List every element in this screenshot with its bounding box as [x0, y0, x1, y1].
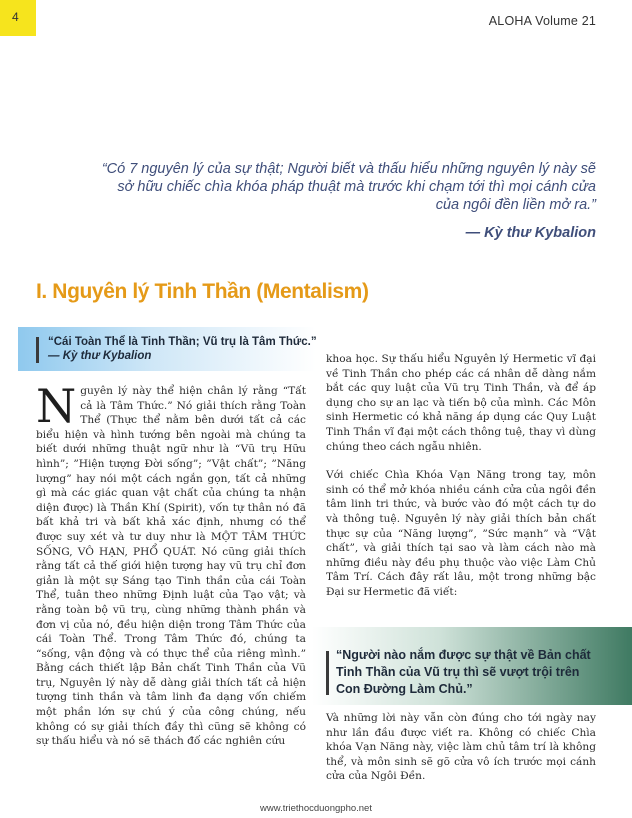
pull-quote-text: “Người nào nắm được sự thật về Bản chất Tinh Thần của Vũ trụ thì sẽ vượt trội trên Con Đường Làm Chủ.” — [336, 648, 591, 696]
body-right-column — [326, 352, 596, 614]
section-title: I. Nguyên lý Tinh Thần (Mentalism) — [36, 280, 369, 303]
dropcap: N — [36, 379, 77, 433]
quote-bar — [36, 337, 39, 363]
body-paragraph: Với chiếc Chìa Khóa Vạn Năng trong tay, môn sinh có thể mở khóa nhiều cánh cửa của ngôi đền tâm linh tri thức, và bước vào đó một cách tự do và thông tuệ. Nguyên lý này giải thích bản chất thực sự của “Năng lượng”, ”Sức mạnh” và “Vật chất”, và giải thích tại sao và làm cách nào mà những điều này đều phụ thuộc vào việc Làm Chủ Tâm Trí. Cách đây rất lâu, một trong những bậc Đại sư Hermetic đã viết: — [326, 469, 596, 598]
pull-quote-attribution: — Kỳ thư Kybalion — [48, 350, 152, 362]
pull-quote-body: “Cái Toàn Thể là Tinh Thần; Vũ trụ là Tâm Thức.” — [48, 336, 317, 348]
page-number: 4 — [0, 0, 36, 36]
epigraph-quote: “Có 7 nguyên lý của sự thật; Người biết và thấu hiểu những nguyên lý này sẽ sở hữu chiếc chìa khóa pháp thuật mà trước khi chạm tới thì mọi cánh cửa của ngôi đền liền mở ra.” — [101, 161, 596, 213]
pull-quote-master — [312, 627, 632, 705]
pull-quote-text — [48, 335, 318, 363]
running-head: ALOHA Volume 21 — [488, 14, 596, 28]
footer-url: www.triethocduongpho.net — [260, 803, 372, 814]
body-paragraph: khoa học. Sự thấu hiểu Nguyên lý Hermetic vĩ đại về Tinh Thần cho phép các cá nhân dễ dàng nắm bắt các quy luật của Vũ trụ Tinh Thần, và để áp dụng cho sự an lạc và tiến bộ của mình. Các Môn sinh Hermetic có khả năng áp dụng các Quy Luật Tinh Thần vĩ đại một cách thông tuệ, thay vì dùng chúng theo cách ngẫu nhiên. — [326, 353, 596, 453]
epigraph-attribution: — Kỳ thư Kybalion — [465, 225, 596, 241]
body-left-column — [36, 379, 306, 749]
pull-quote-kybalion — [18, 327, 316, 371]
body-paragraph: Và những lời này vẫn còn đúng cho tới ngày nay như lần đầu được viết ra. Không có chiếc Chìa khóa Vạn Năng này, việc làm chủ tâm trí là không thể, và môn sinh sẽ gõ cửa vô ích trước mọi cánh cửa của Ngôi Đền. — [326, 712, 596, 783]
body-left-text: guyên lý này thể hiện chân lý rằng “Tất cả là Tâm Thức.” Nó giải thích rằng Toàn Thể (Thực thể nằm bên dưới tất cả các biểu hiện và hình tướng bên ngoài mà chúng ta biết dưới những thuật ngữ như là “Vũ trụ Hữu hình”; ”Hiện tượng Đời sống”; ”Vật chất”; ”Năng lượng” hay nói một cách ngắn gọn, tất cả những gì mà các giác quan vật chất của chúng ta nhận diện được) là Thần Khí (Spirit), vốn tự thân nó đã bất khả tri và bất khả xác định, nhưng có thể được suy xét và tư duy như là MỘT TÂM THỨC SỐNG, VÔ HẠN, PHỔ QUÁT. Nó cũng giải thích rằng tất cả thế giới hiện tượng hay vũ trụ chỉ đơn giản là một sự Sáng tạo Tinh thần của cái Toàn Thể, tuân theo những Định luật của Tạo vật; và rằng toàn bộ vũ trụ, cùng những thành phần và đơn vị của nó, đều hiện diện trong Tâm Thức của cái Toàn Thể. Trong Tâm Thức đó, chúng ta “sống, vận động và có thực thể của riêng mình.” Bằng cách thiết lập Bản chất Tinh Thần của Vũ trụ, Nguyên lý này dễ dàng giải thích tất cả hiện tượng tinh thần và tâm linh đa dạng vốn chiếm một phần lớn sự chú ý của công chúng, nếu không có sự giải thích đầy thì cũng sẽ không có sự thấu hiểu và nó sẽ thách đố các nghiên cứu — [36, 385, 306, 748]
quote-bar — [326, 651, 329, 695]
